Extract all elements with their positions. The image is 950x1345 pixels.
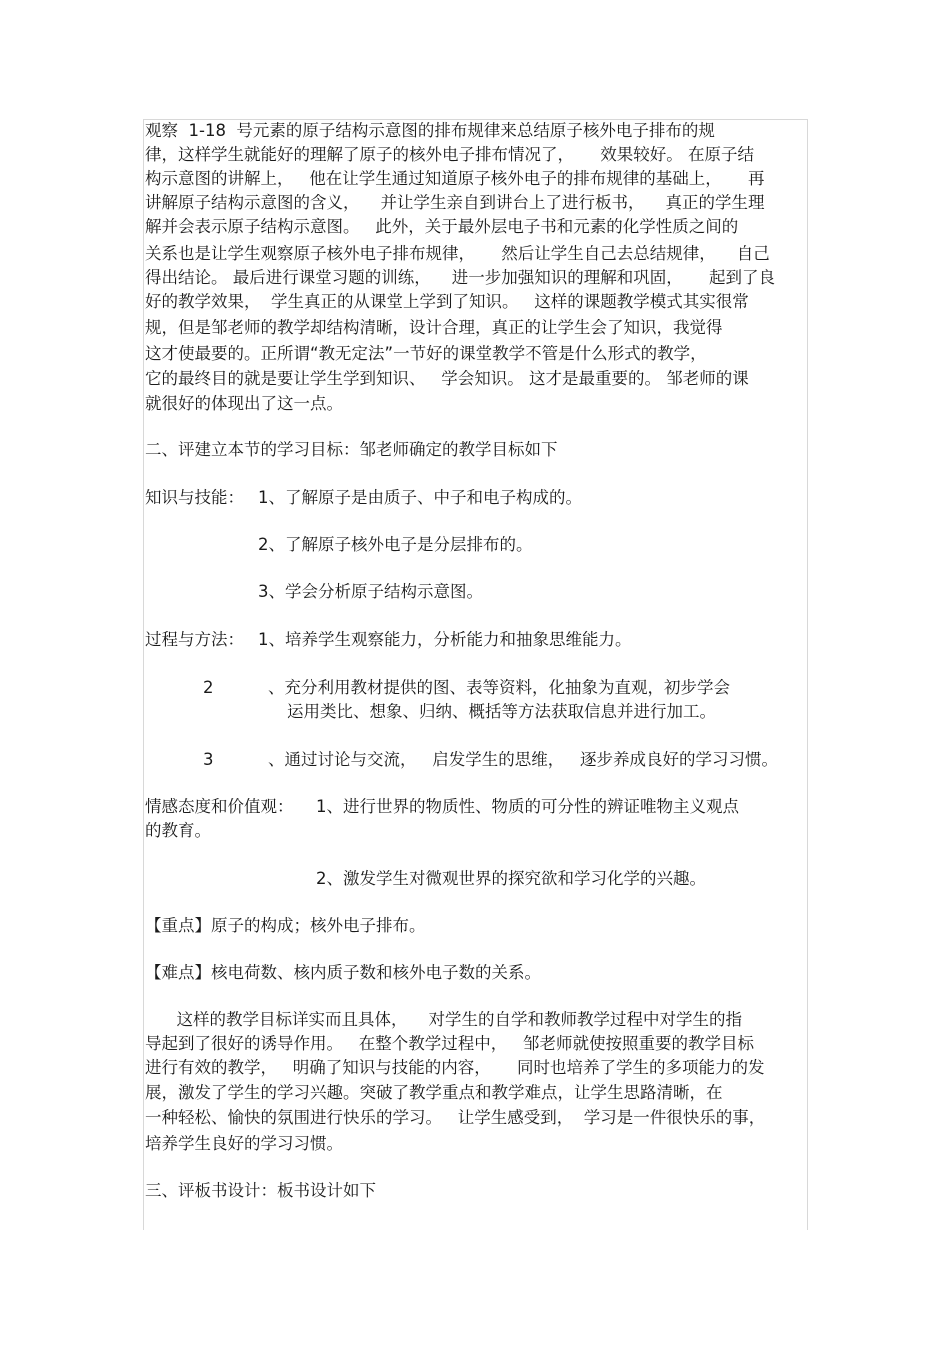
process-item-2-line-2: 运用类比、想象、归纳、概括等方法获取信息并进行加工。	[287, 702, 716, 721]
emotion-label: 情感态度和价值观：	[145, 797, 294, 816]
knowledge-item-1: 1、了解原子是由质子、中子和电子构成的。	[258, 488, 582, 507]
paragraph1-line-12: 就很好的体现出了这一点。	[145, 394, 343, 413]
paragraph2-line-1: 这样的教学目标详实而且具体， 对学生的自学和教师教学过程中对学生的指	[145, 1010, 742, 1029]
paragraph1-line-9: 规，但是邹老师的教学却结构清晰，设计合理，真正的让学生会了知识，我觉得	[145, 318, 723, 337]
emotion-item-1-line-1: 1、进行世界的物质性、物质的可分性的辨证唯物主义观点	[316, 797, 739, 816]
emotion-item-1-line-2: 的教育。	[145, 821, 211, 840]
process-label: 过程与方法：	[145, 630, 244, 649]
process-item-3-number: 3	[203, 750, 214, 769]
paragraph1-line-1: 观察 1-18 号元素的原子结构示意图的排布规律来总结原子核外电子排布的规	[145, 121, 715, 140]
paragraph2-line-5: 一种轻松、愉快的氛围进行快乐的学习。 让学生感受到， 学习是一件很快乐的事，	[145, 1108, 766, 1127]
process-item-3: 、通过讨论与交流， 启发学生的思维， 逐步养成良好的学习习惯。	[268, 750, 778, 769]
process-item-2-number: 2	[203, 678, 214, 697]
paragraph1-line-5: 解并会表示原子结构示意图。 此外，关于最外层电子书和元素的化学性质之间的	[145, 217, 739, 236]
paragraph1-line-11: 它的最终目的就是要让学生学到知识、 学会知识。 这才是最重要的。 邹老师的课	[145, 369, 749, 388]
paragraph1-line-10: 这才使最要的。正所谓“教无定法”一节好的课堂教学不管是什么形式的教学，	[145, 344, 707, 363]
knowledge-item-3: 3、学会分析原子结构示意图。	[258, 582, 483, 601]
paragraph1-line-2: 律，这样学生就能好的理解了原子的核外电子排布情况了， 效果较好。 在原子结	[145, 145, 754, 164]
paragraph1-line-3: 构示意图的讲解上， 他在让学生通过知道原子核外电子的排布规律的基础上， 再	[145, 169, 765, 188]
knowledge-label: 知识与技能：	[145, 488, 244, 507]
key-point: 【重点】原子的构成；核外电子排布。	[145, 916, 426, 935]
process-item-1: 1、培养学生观察能力，分析能力和抽象思维能力。	[258, 630, 632, 649]
paragraph1-line-6: 关系也是让学生观察原子核外电子排布规律， 然后让学生自己去总结规律， 自己	[145, 244, 770, 263]
paragraph1-line-7: 得出结论。 最后进行课堂习题的训练， 进一步加强知识的理解和巩固， 起到了良	[145, 268, 775, 287]
emotion-item-2: 2、激发学生对微观世界的探究欲和学习化学的兴趣。	[316, 869, 706, 888]
section3-heading: 三、评板书设计：板书设计如下	[145, 1181, 376, 1200]
paragraph2-line-4: 展，激发了学生的学习兴趣。突破了教学重点和教学难点，让学生思路清晰，在	[145, 1083, 723, 1102]
paragraph1-line-4: 讲解原子结构示意图的含义， 并让学生亲自到讲台上了进行板书， 真正的学生理	[145, 193, 765, 212]
paragraph2-line-2: 导起到了很好的诱导作用。 在整个教学过程中， 邹老师就使按照重要的教学目标	[145, 1034, 754, 1053]
knowledge-item-2: 2、了解原子核外电子是分层排布的。	[258, 535, 533, 554]
paragraph2-line-6: 培养学生良好的学习习惯。	[145, 1134, 343, 1153]
paragraph1-line-8: 好的教学效果， 学生真正的从课堂上学到了知识。 这样的课题教学模式其实很常	[145, 292, 749, 311]
paragraph2-line-3: 进行有效的教学， 明确了知识与技能的内容， 同时也培养了学生的多项能力的发	[145, 1058, 765, 1077]
difficult-point: 【难点】核电荷数、核内质子数和核外电子数的关系。	[145, 963, 541, 982]
section2-heading: 二、评建立本节的学习目标：邹老师确定的教学目标如下	[145, 440, 558, 459]
process-item-2-line-1: 、充分利用教材提供的图、表等资料，化抽象为直观，初步学会	[268, 678, 730, 697]
